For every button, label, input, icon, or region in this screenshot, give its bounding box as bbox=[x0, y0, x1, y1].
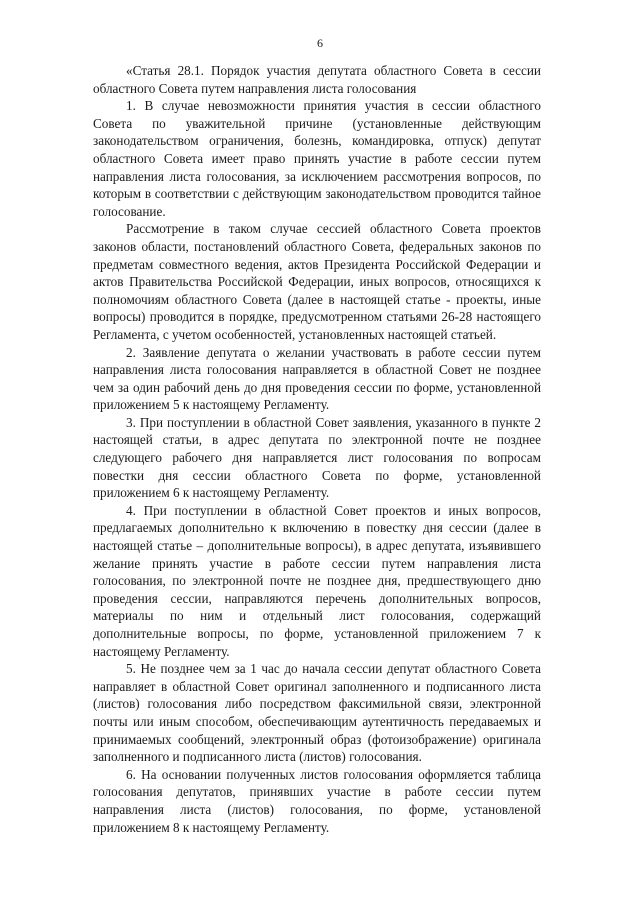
paragraph-clause-5: 5. Не позднее чем за 1 час до начала сессии депутат областного Совета направляет в областной Совет оригинал заполненного и подписанного листа (листов) голосования либо посредством факсимильной связи, электронной почты или иным способом, обеспечивающим аутентичность передаваемых и принимаемых сообщений, электронный образ (фотоизображение) оригинала заполненного и подписанного листа (листов) голосования. bbox=[93, 661, 541, 765]
article-heading: «Статья 28.1. Порядок участия депутата областного Совета в сессии областного Совета путем направления листа голосования bbox=[93, 63, 541, 96]
paragraph-clause-2: 2. Заявление депутата о желании участвовать в работе сессии путем направления листа голосования направляется в областной Совет не позднее чем за один рабочий день до дня проведения сессии по форме, установленной приложением 5 к настоящему Регламенту. bbox=[93, 344, 541, 413]
page-number: 6 bbox=[317, 36, 323, 50]
paragraph-clause-3: 3. При поступлении в областной Совет заявления, указанного в пункте 2 настоящей статьи, в адрес депутата по электронной почте не позднее следующего рабочего дня направляется лист голосования по вопросам повестки дня сессии областного Совета по форме, установленной приложением 6 к настоящему Регламенту. bbox=[93, 414, 541, 501]
paragraph-clause-1: 1. В случае невозможности принятия участия в сессии областного Совета по уважительной причине (установленные действующим законодательством ограничения, болезнь, командировка, отпуск) депутат областного Совета имеет право принять участие в работе сессии путем направления листа голосования, за исключением рассмотрения вопросов, по которым в соответствии с действующим законодательством проводится тайное голосование. bbox=[93, 98, 541, 219]
paragraph-clause-4: 4. При поступлении в областной Совет проектов и иных вопросов, предлагаемых дополнительно к включению в повестку дня сессии (далее в настоящей статье – дополнительные вопросы), в адрес депутата, изъявившего желание принять участие в работе сессии путем направления листа голосования, по электронной почте не позднее дня, предшествующего дню проведения сессии, направляются перечень дополнительных вопросов, материалы по ним и отдельный лист голосования, содержащий дополнительные вопросы, по форме, установленной приложением 7 к настоящему Регламенту. bbox=[93, 502, 541, 659]
paragraph-clause-1-continued: Рассмотрение в таком случае сессией областного Совета проектов законов области, постановлений областного Совета, федеральных законов по предметам совместного ведения, актов Президента Российской Федерации и актов Правительства Российской Федерации, иных вопросов, относящихся к полномочиям областного Совета (далее в настоящей статье - проекты, иные вопросы) проводится в порядке, предусмотренном статьями 26-28 настоящего Регламента, с учетом особенностей, установленных настоящей статьей. bbox=[93, 221, 541, 342]
document-body bbox=[93, 62, 541, 836]
paragraph-clause-6: 6. На основании полученных листов голосования оформляется таблица голосования депутатов, принявших участие в работе сессии путем направления листа (листов) голосования, по форме, установленой приложением 8 к настоящему Регламенту. bbox=[93, 766, 541, 835]
